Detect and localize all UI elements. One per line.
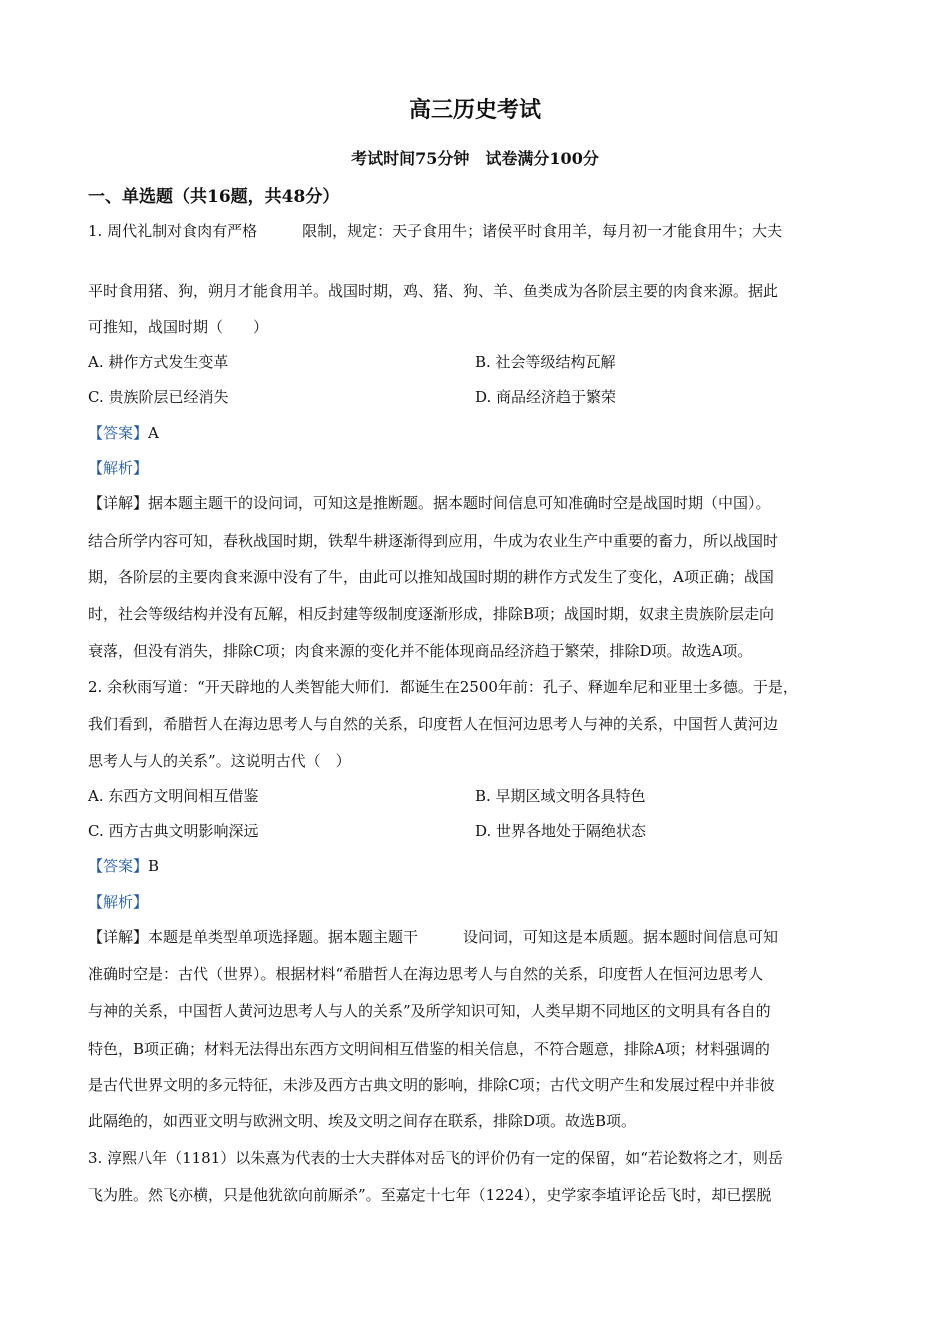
- exam-info: 考试时间75分钟 试卷满分100分: [351, 149, 599, 168]
- q2-stem-line: 2. 余秋雨写道：“开天辟地的人类智能大师们．都诞生在2500年前：孔子、释迦牟尼和亚里士多德。于是，: [88, 678, 798, 696]
- analysis-tag: 【解析】: [88, 459, 149, 477]
- q2-option-d: D. 世界各地处于隔绝状态: [475, 822, 647, 840]
- q2-detail-line: 是古代世界文明的多元特征，未涉及西方古典文明的影响，排除C项；古代文明产生和发展过程中并非彼: [88, 1076, 775, 1094]
- q2-analysis-tag: [88, 892, 148, 912]
- q1-analysis-tag: [88, 458, 148, 478]
- q2-detail-line: [88, 927, 778, 947]
- q2-option-b: B. 早期区域文明各具特色: [475, 787, 646, 805]
- analysis-tag: 【解析】: [88, 893, 149, 911]
- detail-text: 本题是单类型单项选择题。据本题主题干 设问词，可知这是本质题。据本题时间信息可知: [148, 928, 779, 946]
- q1-stem-line: 可推知，战国时期（ ）: [88, 318, 269, 336]
- answer-value: A: [148, 424, 159, 442]
- detail-tag: 【详解】: [88, 494, 149, 512]
- q2-detail-line: 与神的关系，中国哲人黄河边思考人与人的关系”及所学知识可知，人类早期不同地区的文明具有各自的: [88, 1002, 771, 1020]
- detail-tag: 【详解】: [88, 928, 149, 946]
- page-title: 高三历史考试: [408, 97, 541, 123]
- answer-tag: 【答案】: [88, 424, 149, 442]
- q1-answer: [88, 423, 159, 443]
- q2-detail-line: 特色，B项正确；材料无法得出东西方文明间相互借鉴的相关信息，不符合题意，排除A项；材料强调的: [88, 1040, 770, 1058]
- q2-option-a: A. 东西方文明间相互借鉴: [88, 787, 259, 805]
- answer-tag: 【答案】: [88, 857, 149, 875]
- answer-value: B: [148, 857, 160, 875]
- q2-option-c: C. 西方古典文明影响深远: [88, 822, 259, 840]
- q3-stem-line: 3. 淳熙八年（1181）以朱熹为代表的士大夫群体对岳飞的评价仍有一定的保留，如“若论数将之才，则岳: [88, 1149, 783, 1167]
- q1-detail-line: [88, 493, 771, 513]
- q2-answer: [88, 856, 159, 876]
- section-heading: 一、单选题（共16题，共48分）: [88, 187, 340, 207]
- detail-text: 据本题主题干的设问词，可知这是推断题。据本题时间信息可知准确时空是战国时期（中国）。: [148, 494, 771, 512]
- q2-stem-line: 我们看到，希腊哲人在海边思考人与自然的关系，印度哲人在恒河边思考人与神的关系，中国哲人黄河边: [88, 715, 779, 733]
- q1-option-a: A. 耕作方式发生变革: [88, 353, 229, 371]
- q1-detail-line: 期，各阶层的主要肉食来源中没有了牛，由此可以推知战国时期的耕作方式发生了变化，A项正确；战国: [88, 568, 774, 586]
- q1-detail-line: 时，社会等级结构并没有瓦解，相反封建等级制度逐渐形成，排除B项；战国时期，奴隶主贵族阶层走向: [88, 605, 775, 623]
- q1-option-c: C. 贵族阶层已经消失: [88, 388, 229, 406]
- q1-option-d: D. 商品经济趋于繁荣: [475, 388, 617, 406]
- q1-stem-line: 平时食用猪、狗，朔月才能食用羊。战国时期，鸡、猪、狗、羊、鱼类成为各阶层主要的肉食来源。据此: [88, 282, 779, 300]
- q1-detail-line: 结合所学内容可知，春秋战国时期，铁犁牛耕逐渐得到应用，牛成为农业生产中重要的畜力，所以战国时: [88, 532, 779, 550]
- q3-stem-line: 飞为胜。然飞亦横，只是他犹欲向前厮杀”。至嘉定十七年（1224），史学家李埴评论岳飞时，却已摆脱: [88, 1186, 772, 1204]
- q1-detail-line: 衰落，但没有消失，排除C项；肉食来源的变化并不能体现商品经济趋于繁荣，排除D项。故选A项。: [88, 642, 753, 660]
- q2-detail-line: 此隔绝的，如西亚文明与欧洲文明、埃及文明之间存在联系，排除D项。故选B项。: [88, 1112, 637, 1130]
- q2-stem-line: 思考人与人的关系”。这说明古代（ ）: [88, 752, 351, 770]
- q2-detail-line: 准确时空是：古代（世界）。根据材料“希腊哲人在海边思考人与自然的关系，印度哲人在恒河边思考人: [88, 965, 764, 983]
- q1-stem-line: 1. 周代礼制对食肉有严格 限制，规定：天子食用牛；诸侯平时食用羊，每月初一才能食用牛；大夫: [88, 222, 783, 240]
- q1-option-b: B. 社会等级结构瓦解: [475, 353, 616, 371]
